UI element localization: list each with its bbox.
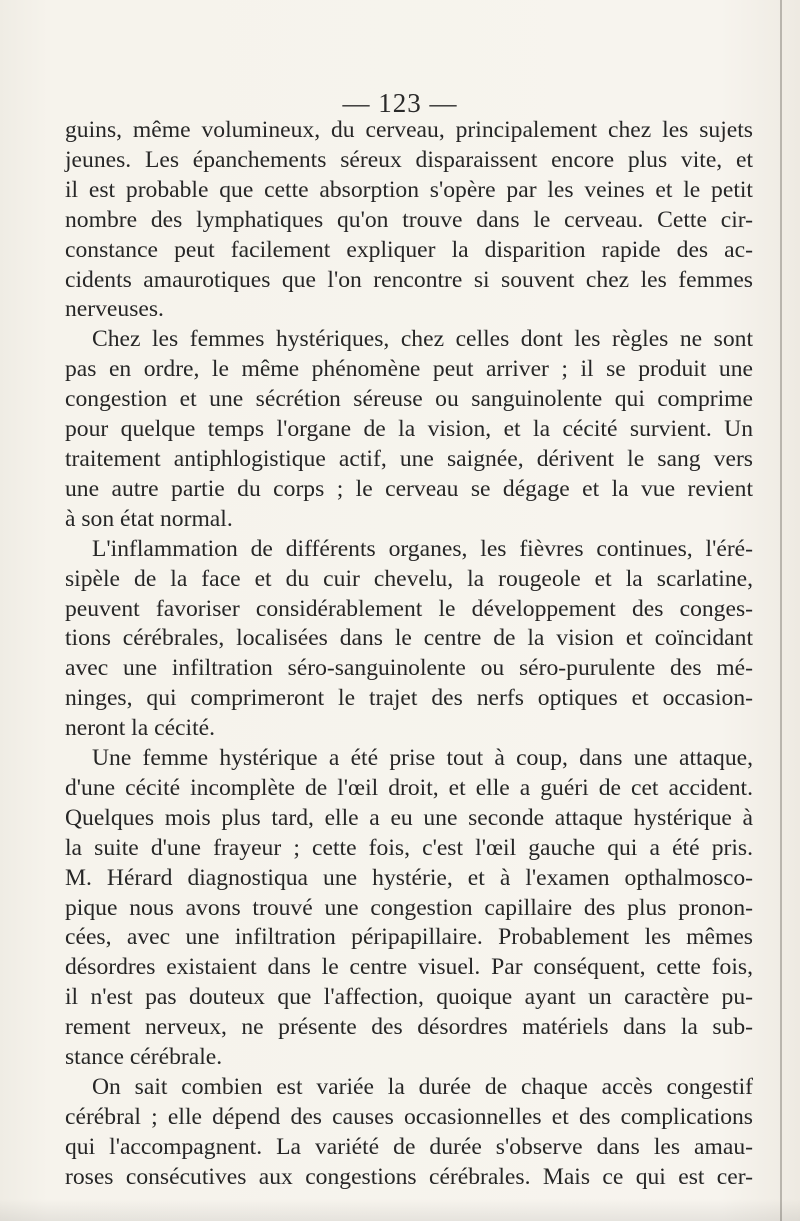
text-line: cérébral ; elle dépend des causes occasionnelles et des complications — [65, 1103, 753, 1130]
text-line: désordres existaient dans le centre visuel. Par conséquent, cette fois, — [65, 954, 753, 981]
text-line: stance cérébrale. — [65, 1044, 223, 1071]
text-line: cidents amaurotiques que l'on rencontre si souvent chez les femmes — [65, 266, 753, 293]
text-line: il n'est pas douteux que l'affection, quoique ayant un caractère pu- — [65, 984, 753, 1011]
text-line: nombre des lymphatiques qu'on trouve dans le cerveau. Cette cir- — [65, 206, 753, 233]
paragraph — [65, 116, 753, 325]
text-line: d'une cécité incomplète de l'œil droit, et elle a guéri de cet accident. — [65, 774, 753, 801]
text-line: constance peut facilement expliquer la disparition rapide des ac- — [65, 236, 753, 263]
text-line: tions cérébrales, localisées dans le centre de la vision et coïncidant — [65, 625, 753, 652]
paragraph — [65, 744, 753, 1073]
paragraph — [65, 535, 753, 744]
page-edge-line — [780, 0, 782, 1221]
text-line: L'inflammation de différents organes, les fièvres continues, l'éré- — [92, 535, 753, 562]
text-line: à son état normal. — [65, 505, 233, 532]
page-number: — 123 — — [342, 88, 458, 118]
text-line: peuvent favoriser considérablement le développement des conges- — [65, 595, 753, 622]
text-line: avec une infiltration séro-sanguinolente ou séro-purulente des mé- — [65, 655, 753, 682]
text-line: On sait combien est variée la durée de chaque accès congestif — [92, 1074, 753, 1100]
text-line: roses consécutives aux congestions cérébrales. Mais ce qui est cer- — [65, 1163, 753, 1190]
text-line: une autre partie du corps ; le cerveau se dégage et la vue revient — [65, 475, 753, 502]
text-line: cées, avec une infiltration péripapillaire. Probablement les mêmes — [65, 924, 753, 951]
text-line: qui l'accompagnent. La variété de durée s'observe dans les amau- — [65, 1133, 753, 1160]
body-text — [65, 116, 753, 1193]
text-line: Chez les femmes hystériques, chez celles dont les règles ne sont — [92, 326, 753, 353]
page-bottom-shadow — [0, 1199, 800, 1221]
text-line: pour quelque temps l'organe de la vision, et la cécité survient. Un — [65, 416, 753, 443]
text-line: congestion et une sécrétion séreuse ou sanguinolente qui comprime — [65, 386, 753, 413]
text-line: pique nous avons trouvé une congestion capillaire des plus pronon- — [65, 894, 753, 921]
text-line: Une femme hystérique a été prise tout à coup, dans une attaque, — [92, 745, 753, 772]
text-line: neront la cécité. — [65, 715, 215, 742]
paragraph — [65, 1073, 753, 1193]
text-line: M. Hérard diagnostiqua une hystérie, et à l'examen opthalmosco- — [65, 864, 753, 891]
text-line: traitement antiphlogistique actif, une saignée, dérivent le sang vers — [65, 445, 753, 472]
text-line: sipèle de la face et du cuir chevelu, la rougeole et la scarlatine, — [65, 565, 753, 592]
text-line: rement nerveux, ne présente des désordres matériels dans la sub- — [65, 1014, 753, 1041]
text-line: nerveuses. — [65, 296, 164, 323]
text-line: ninges, qui comprimeront le trajet des nerfs optiques et occasion- — [65, 685, 753, 712]
text-line: jeunes. Les épanchements séreux disparaissent encore plus vite, et — [65, 146, 753, 173]
text-line: Quelques mois plus tard, elle a eu une seconde attaque hystérique à — [65, 804, 753, 831]
text-line: pas en ordre, le même phénomène peut arriver ; il se produit une — [65, 356, 753, 383]
paragraph — [65, 325, 753, 534]
text-line: la suite d'une frayeur ; cette fois, c'est l'œil gauche qui a été pris. — [65, 834, 753, 861]
text-line: il est probable que cette absorption s'opère par les veines et le petit — [65, 176, 753, 203]
text-line: guins, même volumineux, du cerveau, principalement chez les sujets — [65, 117, 753, 143]
